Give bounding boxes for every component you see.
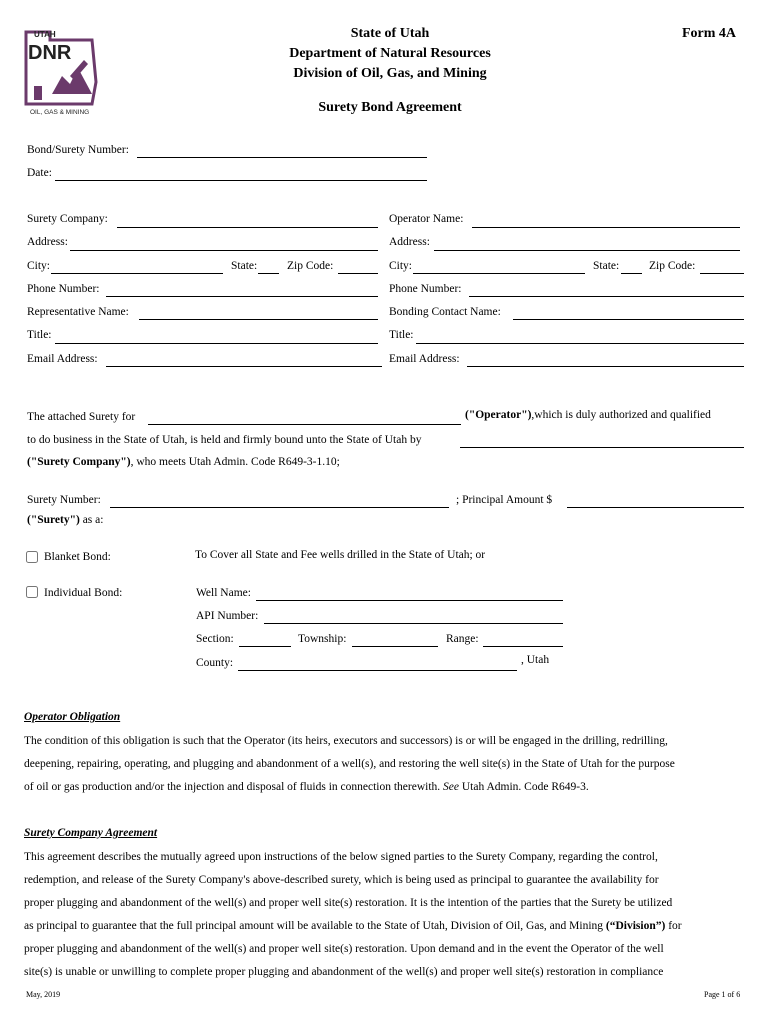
individual-bond-label: Individual Bond:	[44, 587, 123, 599]
individual-bond-checkbox[interactable]	[26, 586, 38, 598]
logo-bottom-text: OIL, GAS & MINING	[30, 109, 90, 116]
surety-tag-line	[27, 513, 103, 527]
well-name-label: Well Name:	[196, 587, 251, 599]
bond-number-label: Bond/Surety Number:	[27, 144, 129, 156]
operator-address-field[interactable]	[434, 234, 744, 252]
agreement-line-5: proper plugging and abandonment of the well(s) and proper well site(s) restoration. Upon demand and in the event the Operator of the well	[24, 943, 664, 955]
surety-city-field[interactable]	[51, 257, 227, 275]
operator-title-field[interactable]	[416, 327, 748, 345]
footer-date: May, 2019	[26, 990, 61, 999]
surety-agreement-body	[24, 846, 754, 984]
surety-tag-bold: ("Surety")	[27, 514, 80, 526]
api-number-label: API Number:	[196, 610, 259, 622]
operator-contact-field[interactable]	[513, 303, 748, 321]
agreement-line-4a: as principal to guarantee that the full principal amount will be available to the State of Utah, Division of Oil, Gas, and Mining	[24, 920, 604, 932]
operator-state-field[interactable]	[621, 257, 646, 275]
date-field[interactable]	[55, 164, 431, 182]
surety-title-field[interactable]	[55, 327, 382, 345]
attached-surety-text: The attached Surety for	[27, 411, 136, 423]
surety-rep-name-field[interactable]	[139, 303, 382, 321]
obligation-line-3b: Utah Admin. Code R649-3.	[459, 781, 589, 793]
operator-state-label: State:	[593, 260, 620, 272]
obligation-line-3	[24, 776, 754, 799]
obligation-line-1: The condition of this obligation is such that the Operator (its heirs, executors and successors) is or will be engaged in the drilling, redrilling,	[24, 735, 668, 747]
attached-operator-tag	[465, 408, 711, 422]
surety-title-label: Title:	[27, 329, 52, 341]
operator-obligation-heading: Operator Obligation	[24, 711, 121, 723]
obligation-line-3a: of oil or gas production and/or the injection and disposal of fluids in connection therewith.	[24, 781, 441, 793]
operator-tag-rest: ,which is duly authorized and qualified	[531, 409, 711, 421]
surety-address-label: Address:	[27, 236, 68, 248]
surety-email-field[interactable]	[106, 350, 386, 368]
operator-name-label: Operator Name:	[389, 213, 464, 225]
surety-number-label: Surety Number:	[27, 494, 101, 506]
surety-address-field[interactable]	[70, 234, 382, 252]
agreement-line-4	[24, 915, 754, 938]
form-number: Form 4A	[682, 26, 737, 41]
operator-city-field[interactable]	[413, 257, 589, 275]
form-title: Surety Bond Agreement	[318, 100, 462, 115]
surety-phone-field[interactable]	[106, 280, 382, 298]
logo-mark: DNR	[28, 42, 72, 64]
county-field[interactable]	[238, 654, 521, 672]
agreement-line-3: proper plugging and abandonment of the well(s) and proper well site(s) restoration. It is the intention of the parties that the Surety be utilized	[24, 897, 673, 909]
operator-obligation-body	[24, 730, 754, 799]
operator-tag-bold: ("Operator")	[465, 409, 532, 421]
operator-phone-field[interactable]	[469, 280, 748, 298]
township-field[interactable]	[352, 630, 442, 648]
header-line-division: Division of Oil, Gas, and Mining	[293, 66, 487, 81]
header-line-department: Department of Natural Resources	[289, 46, 491, 61]
surety-zip-label: Zip Code:	[287, 260, 334, 272]
surety-zip-field[interactable]	[338, 257, 382, 275]
operator-zip-field[interactable]	[700, 257, 748, 275]
obligation-see: See	[443, 781, 459, 793]
operator-email-field[interactable]	[467, 350, 748, 368]
surety-tag-rest: as a:	[79, 514, 104, 526]
agreement-line-4b: for	[665, 920, 682, 932]
surety-city-label: City:	[27, 260, 51, 272]
county-label: County:	[196, 657, 234, 669]
county-utah-suffix: , Utah	[521, 654, 550, 666]
obligation-line-2: deepening, repairing, operating, and plugging and abandonment of a well(s), and restoring the well site(s) in the State of Utah for the purpose	[24, 758, 675, 770]
surety-company-field[interactable]	[117, 211, 382, 229]
division-tag-bold: (“Division”)	[605, 920, 666, 932]
footer-page-number: Page 1 of 6	[704, 990, 741, 999]
agreement-line-6: site(s) is unable or unwilling to complete proper plugging and abandonment of the well(s) and proper well site(s) restoration in compliance	[24, 966, 664, 978]
operator-city-label: City:	[389, 260, 413, 272]
surety-state-field[interactable]	[258, 257, 283, 275]
surety-company-tag-bold: ("Surety Company")	[27, 456, 131, 468]
blanket-bond-label: Blanket Bond:	[44, 551, 111, 563]
header-line-state: State of Utah	[350, 26, 430, 41]
operator-contact-label: Bonding Contact Name:	[389, 306, 501, 318]
section-label: Section:	[196, 633, 234, 645]
well-name-field[interactable]	[256, 584, 567, 602]
surety-state-label: State:	[231, 260, 258, 272]
surety-number-field[interactable]	[110, 491, 453, 509]
attached-line3	[27, 455, 340, 469]
surety-phone-label: Phone Number:	[27, 283, 100, 295]
principal-amount-label: ; Principal Amount $	[456, 494, 553, 506]
bond-number-field[interactable]	[137, 141, 431, 159]
operator-name-field[interactable]	[472, 211, 744, 229]
surety-agreement-heading: Surety Company Agreement	[24, 827, 158, 839]
operator-email-label: Email Address:	[389, 353, 460, 365]
surety-company-tag-rest: , who meets Utah Admin. Code R649-3-1.10;	[130, 456, 340, 468]
blanket-bond-checkbox[interactable]	[26, 551, 38, 563]
attached-surety-company-field[interactable]	[460, 431, 748, 449]
agreement-line-1: This agreement describes the mutually agreed upon instructions of the below signed parties to the Surety Company, regarding the control,	[24, 851, 658, 863]
date-label: Date:	[27, 167, 52, 179]
township-label: Township:	[298, 633, 347, 645]
header-block	[235, 24, 545, 84]
range-field[interactable]	[483, 630, 567, 648]
api-number-field[interactable]	[264, 607, 567, 625]
section-field[interactable]	[239, 630, 295, 648]
attached-operator-field[interactable]	[148, 408, 465, 426]
logo-top-text: UTAH	[34, 30, 56, 39]
operator-title-label: Title:	[389, 329, 414, 341]
surety-email-label: Email Address:	[27, 353, 98, 365]
operator-zip-label: Zip Code:	[649, 260, 696, 272]
agreement-line-2: redemption, and release of the Surety Company's above-described surety, which is being used as principal to guarantee the availability for	[24, 874, 659, 886]
operator-address-label: Address:	[389, 236, 430, 248]
attached-line2: to do business in the State of Utah, is held and firmly bound unto the State of Utah by	[27, 434, 422, 446]
range-label: Range:	[446, 633, 479, 645]
principal-amount-field[interactable]	[567, 491, 748, 509]
operator-phone-label: Phone Number:	[389, 283, 462, 295]
blanket-bond-desc: To Cover all State and Fee wells drilled in the State of Utah; or	[195, 549, 486, 561]
surety-rep-name-label: Representative Name:	[27, 306, 129, 318]
surety-company-label: Surety Company:	[27, 213, 108, 225]
